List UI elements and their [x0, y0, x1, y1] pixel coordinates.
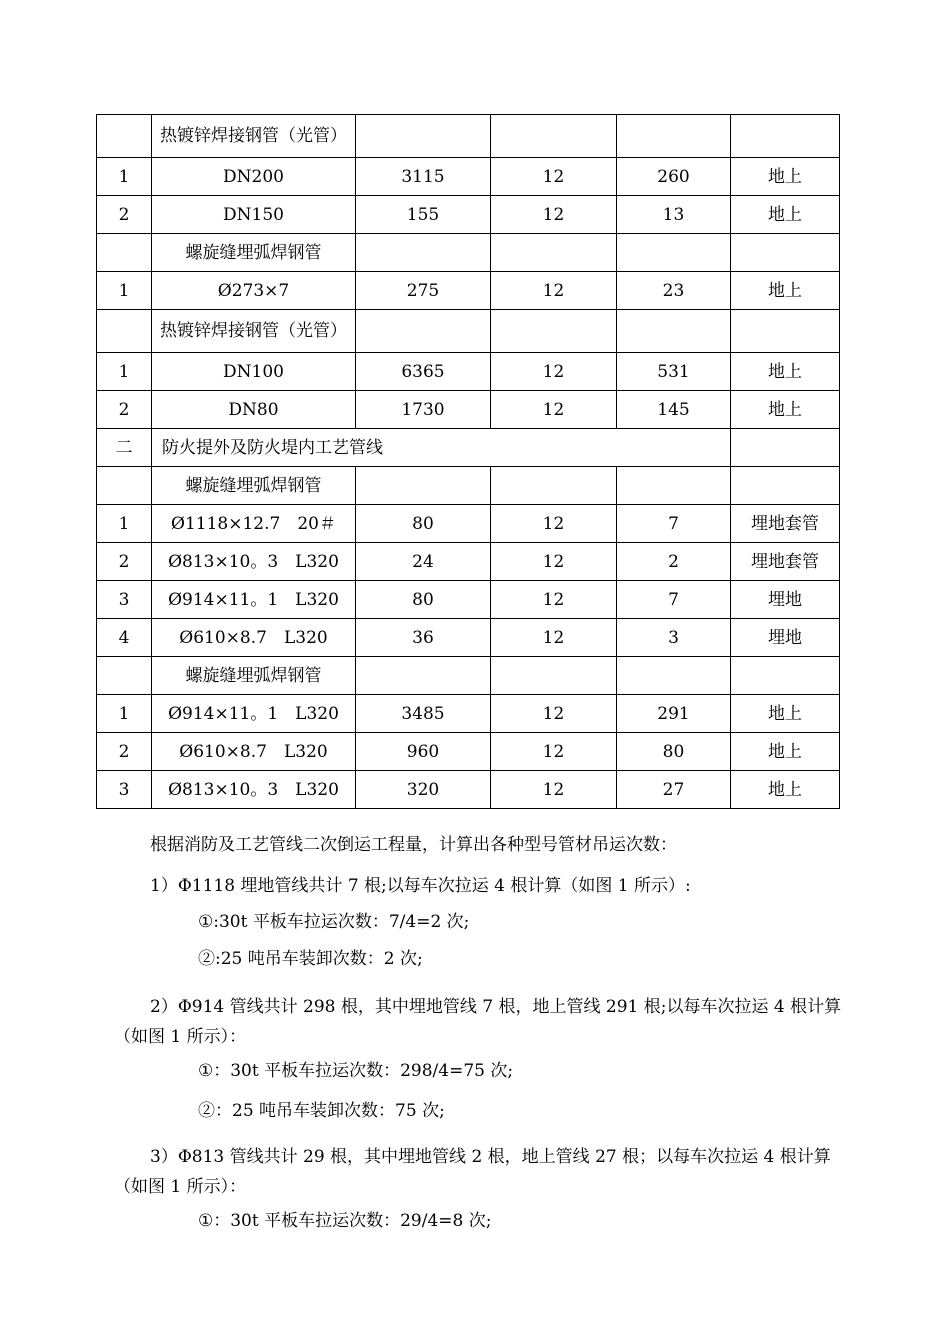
item-2b-line: ②：25 吨吊车装卸次数：75 次; — [198, 1101, 445, 1121]
cell-length: 24 — [356, 543, 491, 581]
cell-number: 2 — [97, 543, 152, 581]
table-row — [97, 196, 840, 234]
cell-unit-length: 12 — [491, 196, 617, 234]
cell-number: 3 — [97, 581, 152, 619]
table-row — [97, 619, 840, 657]
table-row — [97, 467, 840, 505]
cell-count: 291 — [617, 695, 731, 733]
cell-count — [617, 467, 731, 505]
cell-number: 4 — [97, 619, 152, 657]
cell-spec: Ø610×8.7 L320 — [152, 733, 356, 771]
cell-number: 二 — [97, 429, 152, 467]
cell-length: 1730 — [356, 391, 491, 429]
cell-number: 1 — [97, 272, 152, 310]
cell-location: 埋地套管 — [731, 505, 840, 543]
cell-spec: Ø914×11。1 L320 — [152, 581, 356, 619]
cell-count: 2 — [617, 543, 731, 581]
cell-number: 3 — [97, 771, 152, 809]
cell-length: 3485 — [356, 695, 491, 733]
cell-location: 地上 — [731, 158, 840, 196]
cell-unit-length — [491, 657, 617, 695]
cell-location: 埋地套管 — [731, 543, 840, 581]
cell-unit-length — [491, 467, 617, 505]
table-row — [97, 429, 840, 467]
cell-length — [356, 657, 491, 695]
table-row — [97, 272, 840, 310]
cell-length — [356, 234, 491, 272]
cell-count: 531 — [617, 353, 731, 391]
cell-location — [731, 234, 840, 272]
cell-number: 1 — [97, 353, 152, 391]
table-row — [97, 581, 840, 619]
cell-unit-length: 12 — [491, 505, 617, 543]
table-row — [97, 657, 840, 695]
cell-number: 2 — [97, 733, 152, 771]
cell-location: 地上 — [731, 391, 840, 429]
cell-number — [97, 234, 152, 272]
cell-count: 13 — [617, 196, 731, 234]
cell-unit-length: 12 — [491, 353, 617, 391]
cell-number — [97, 467, 152, 505]
cell-length: 320 — [356, 771, 491, 809]
cell-count — [617, 657, 731, 695]
cell-location — [731, 310, 840, 353]
cell-count: 3 — [617, 619, 731, 657]
table-row — [97, 234, 840, 272]
cell-unit-length: 12 — [491, 581, 617, 619]
cell-location: 埋地 — [731, 581, 840, 619]
cell-unit-length — [491, 310, 617, 353]
cell-location: 地上 — [731, 196, 840, 234]
cell-location: 地上 — [731, 695, 840, 733]
cell-location — [731, 115, 840, 158]
cell-unit-length: 12 — [491, 543, 617, 581]
cell-count: 80 — [617, 733, 731, 771]
cell-count: 7 — [617, 505, 731, 543]
cell-count: 27 — [617, 771, 731, 809]
cell-spec: 螺旋缝埋弧焊钢管 — [152, 657, 356, 695]
cell-length: 960 — [356, 733, 491, 771]
cell-location — [731, 467, 840, 505]
cell-number: 2 — [97, 196, 152, 234]
cell-length: 275 — [356, 272, 491, 310]
cell-location: 地上 — [731, 353, 840, 391]
cell-count — [617, 234, 731, 272]
table-row — [97, 353, 840, 391]
table-row — [97, 310, 840, 353]
item-3-paragraph: 3）Φ813 管线共计 29 根，其中埋地管线 2 根，地上管线 27 根；以每车次拉运 4 根计算（如图 1 所示）： — [114, 1147, 831, 1197]
cell-spec: Ø813×10。3 L320 — [152, 543, 356, 581]
cell-spec: DN150 — [152, 196, 356, 234]
item-3a-line: ①：30t 平板车拉运次数：29/4=8 次; — [198, 1211, 492, 1231]
cell-length — [356, 115, 491, 158]
cell-spec: Ø273×7 — [152, 272, 356, 310]
table-row — [97, 543, 840, 581]
table-row — [97, 158, 840, 196]
cell-spec: Ø813×10。3 L320 — [152, 771, 356, 809]
cell-number: 2 — [97, 391, 152, 429]
cell-unit-length: 12 — [491, 391, 617, 429]
cell-length: 155 — [356, 196, 491, 234]
cell-location: 埋地 — [731, 619, 840, 657]
cell-length: 36 — [356, 619, 491, 657]
cell-count — [617, 310, 731, 353]
pipe-quantity-table — [96, 114, 840, 809]
cell-spec: 螺旋缝埋弧焊钢管 — [152, 467, 356, 505]
cell-spec: DN80 — [152, 391, 356, 429]
item-1-paragraph: 1）Φ1118 埋地管线共计 7 根;以每车次拉运 4 根计算（如图 1 所示）: — [150, 876, 691, 896]
cell-spec: 热镀锌焊接钢管（光管） — [152, 115, 356, 158]
cell-unit-length: 12 — [491, 695, 617, 733]
cell-unit-length — [491, 234, 617, 272]
cell-length: 3115 — [356, 158, 491, 196]
cell-spec: Ø610×8.7 L320 — [152, 619, 356, 657]
cell-spec: Ø914×11。1 L320 — [152, 695, 356, 733]
cell-number: 1 — [97, 158, 152, 196]
cell-unit-length: 12 — [491, 272, 617, 310]
item-1b-line: ②:25 吨吊车装卸次数：2 次; — [198, 949, 423, 969]
cell-spec: 螺旋缝埋弧焊钢管 — [152, 234, 356, 272]
cell-length: 6365 — [356, 353, 491, 391]
cell-unit-length: 12 — [491, 158, 617, 196]
table-row — [97, 771, 840, 809]
cell-length: 80 — [356, 581, 491, 619]
cell-spec: Ø1118×12.7 20＃ — [152, 505, 356, 543]
cell-location: 地上 — [731, 771, 840, 809]
cell-spec: 热镀锌焊接钢管（光管） — [152, 310, 356, 353]
cell-length — [356, 310, 491, 353]
cell-number — [97, 657, 152, 695]
cell-count: 23 — [617, 272, 731, 310]
cell-location — [731, 429, 840, 467]
cell-unit-length — [491, 115, 617, 158]
cell-location: 地上 — [731, 733, 840, 771]
cell-length: 80 — [356, 505, 491, 543]
item-2a-line: ①：30t 平板车拉运次数：298/4=75 次; — [198, 1061, 514, 1081]
cell-unit-length: 12 — [491, 771, 617, 809]
cell-count — [617, 115, 731, 158]
cell-number — [97, 115, 152, 158]
cell-location: 地上 — [731, 272, 840, 310]
cell-count: 7 — [617, 581, 731, 619]
cell-count: 145 — [617, 391, 731, 429]
cell-length — [356, 467, 491, 505]
cell-number: 1 — [97, 505, 152, 543]
cell-unit-length: 12 — [491, 733, 617, 771]
cell-number — [97, 310, 152, 353]
table-row — [97, 115, 840, 158]
cell-spec: DN100 — [152, 353, 356, 391]
item-1a-line: ①:30t 平板车拉运次数：7/4=2 次; — [198, 912, 470, 932]
table-row — [97, 391, 840, 429]
cell-spec: DN200 — [152, 158, 356, 196]
cell-section-title: 防火提外及防火堤内工艺管线 — [152, 429, 731, 467]
table-row — [97, 733, 840, 771]
item-2-paragraph: 2）Φ914 管线共计 298 根，其中埋地管线 7 根，地上管线 291 根;以每车次拉运 4 根计算（如图 1 所示）： — [114, 997, 842, 1047]
table-row — [97, 505, 840, 543]
cell-location — [731, 657, 840, 695]
cell-unit-length: 12 — [491, 619, 617, 657]
intro-paragraph: 根据消防及工艺管线二次倒运工程量，计算出各种型号管材吊运次数： — [150, 835, 677, 855]
table-row — [97, 695, 840, 733]
cell-count: 260 — [617, 158, 731, 196]
cell-number: 1 — [97, 695, 152, 733]
